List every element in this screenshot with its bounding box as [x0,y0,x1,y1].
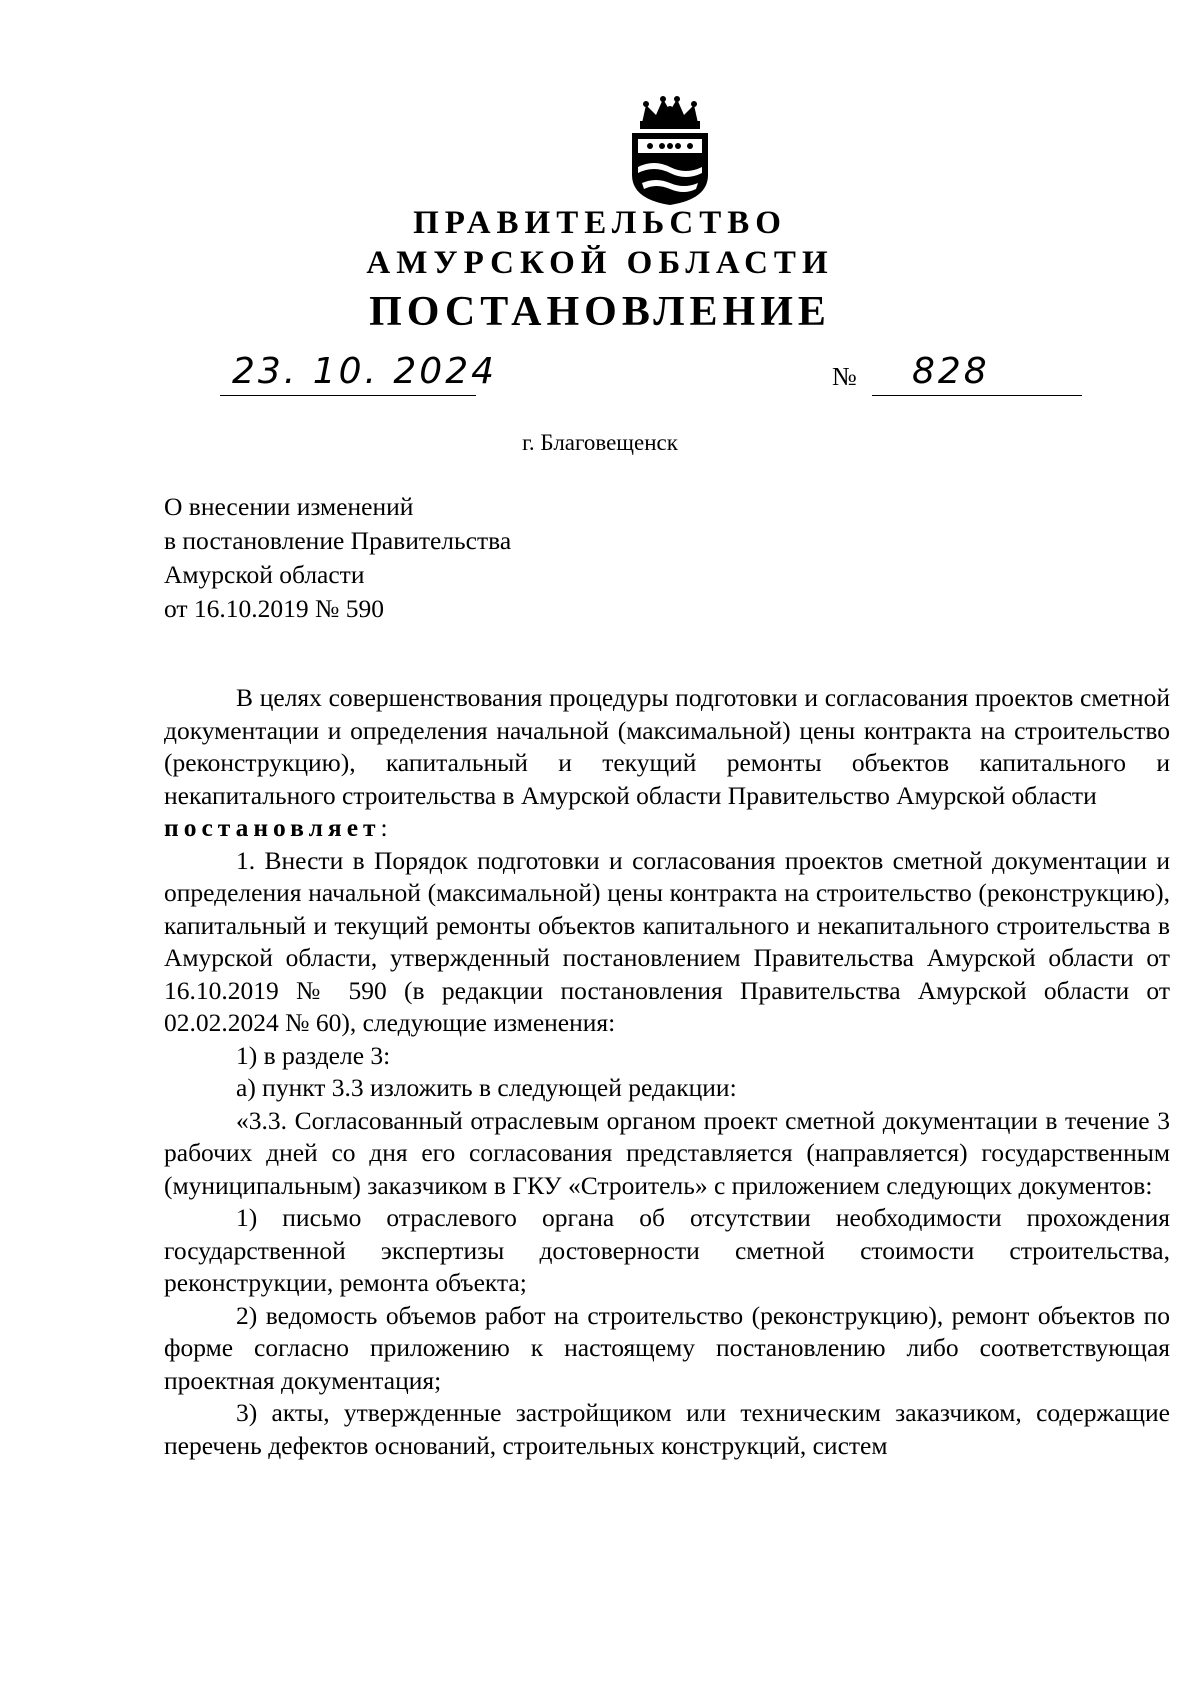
subject-line: Амурской области [164,560,365,589]
document-body [164,682,1170,1462]
decree-word: постановляет [164,813,381,842]
decree-colon: : [380,813,388,842]
date-underline [220,395,476,396]
number-underline [872,395,1082,396]
list-item-2: 2) ведомость объемов работ на строительство (реконструкцию), ремонт объектов по форме согласно приложению к настоящему постановлению либо соответствующая проектная документация; [164,1300,1170,1395]
coat-of-arms-emblem [620,95,720,207]
preamble-paragraph: В целях совершенствования процедуры подготовки и согласования проектов сметной документации и определения начальной (максимальной) цены контракта на строительство (реконструкцию), капитальный и текущий ремонты объектов капитального и некапитального строительства в Амурской области Правительство Амурской области [164,683,1170,810]
document-subject [164,490,511,626]
subject-line: от 16.10.2019 № 590 [164,594,385,623]
handwritten-number: 828 [912,351,990,392]
government-name-line1: ПРАВИТЕЛЬСТВО [413,205,787,241]
document-number-field [872,350,1082,402]
clause-3-3-paragraph: «3.3. Согласованный отраслевым органом проект сметной документации в течение 3 рабочих дней со дня его согласования представляется (направляется) государственным (муниципальным) заказчиком в ГКУ «Строитель» с приложением следующих документов: [164,1105,1170,1200]
subject-line: в постановление Правительства [164,526,512,555]
document-type-title: ПОСТАНОВЛЕНИЕ [369,289,831,335]
city-name: г. Благовещенск [522,430,678,455]
decree-line [164,812,1170,845]
subject-line: О внесении изменений [164,492,414,521]
government-name-line2: АМУРСКОЙ ОБЛАСТИ [366,245,834,281]
list-item-3: 3) акты, утвержденные застройщиком или техническим заказчиком, содержащие перечень дефектов оснований, строительных конструкций, систем [164,1398,1170,1460]
handwritten-date: 23. 10. 2024 [232,351,498,392]
list-item-1: 1) письмо отраслевого органа об отсутствии необходимости прохождения государственной экспертизы достоверности сметной стоимости строительства, реконструкции, ремонта объекта; [164,1203,1170,1297]
subitem-1a-paragraph: а) пункт 3.3 изложить в следующей редакции: [236,1073,737,1102]
subitem-1-paragraph: 1) в разделе 3: [236,1040,391,1070]
document-date-field [220,350,498,402]
number-sign: № [832,362,857,391]
item-1-paragraph: 1. Внести в Порядок подготовки и согласования проектов сметной документации и определения начальной (максимальной) цены контракта на строительство (реконструкцию), капитальный и текущий ремонты объектов капитального и некапитального строительства в Амурской области, утвержденный постановлением Правительства Амурской области от 16.10.2019 № 590 (в редакции постановления Правительства Амурской области от 02.02.2024 № 60), следующие изменения: [164,845,1170,1037]
